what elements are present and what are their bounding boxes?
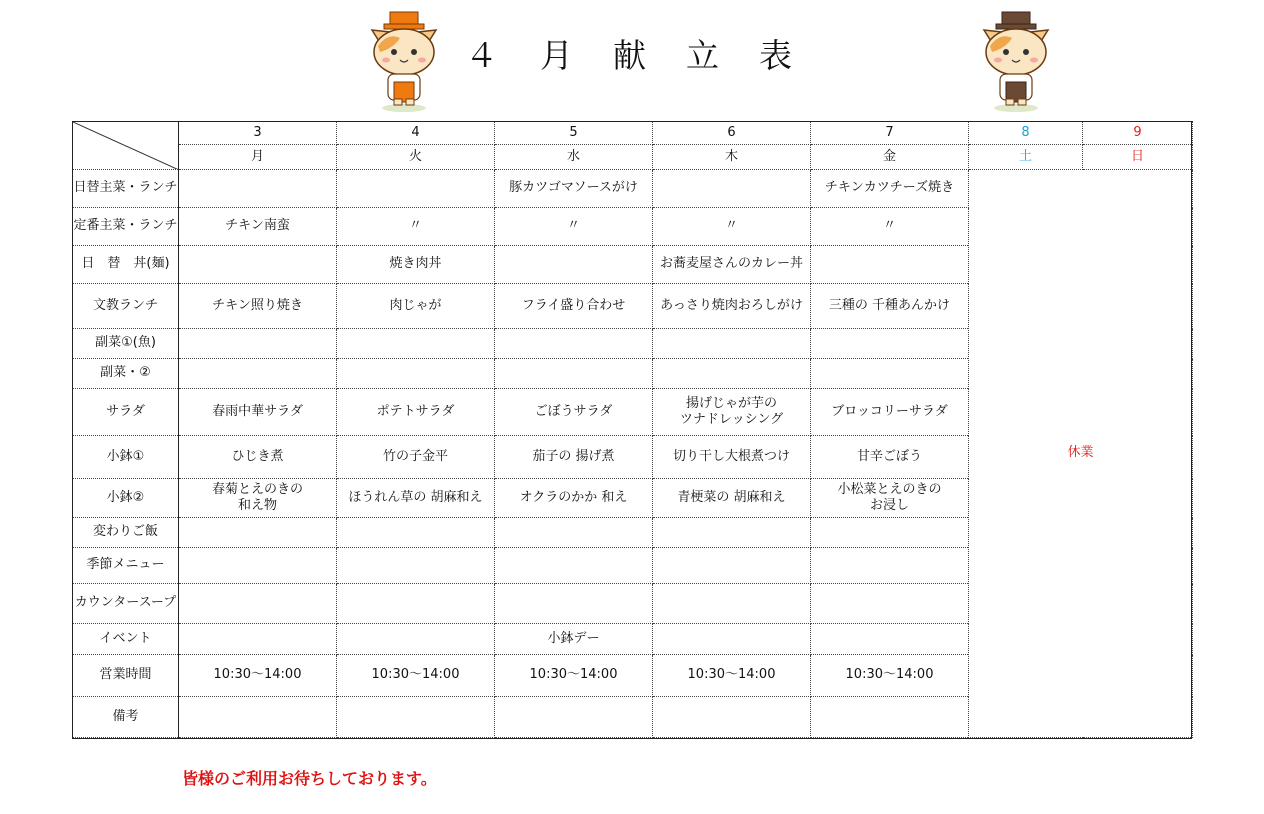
row-label: 小鉢① [73, 436, 179, 479]
menu-cell: 〃 [811, 208, 969, 246]
menu-cell: 春菊とえのきの 和え物 [179, 479, 337, 518]
menu-cell: 10:30～14:00 [653, 655, 811, 697]
row-label: イベント [73, 624, 179, 655]
menu-cell [179, 246, 337, 284]
date-cell-sunday: 9 [1083, 122, 1193, 145]
menu-cell [179, 548, 337, 584]
menu-cell [495, 584, 653, 624]
menu-table [72, 121, 1193, 738]
menu-cell [337, 584, 495, 624]
menu-cell: ブロッコリーサラダ [811, 389, 969, 436]
menu-cell [495, 697, 653, 738]
menu-cell: オクラのかか 和え [495, 479, 653, 518]
corner-cell [73, 122, 179, 170]
menu-cell [495, 548, 653, 584]
row-label: 営業時間 [73, 655, 179, 697]
title-char-2: 献 [613, 36, 646, 75]
menu-row [73, 170, 1193, 208]
menu-cell [653, 584, 811, 624]
cat-mascot-orange-icon [364, 8, 444, 114]
menu-cell [179, 518, 337, 548]
menu-cell: 青梗菜の 胡麻和え [653, 479, 811, 518]
menu-cell: 切り干し大根煮つけ [653, 436, 811, 479]
menu-cell [495, 329, 653, 359]
menu-cell [653, 170, 811, 208]
weekday-cell: 月 [179, 145, 337, 170]
diagonal-line [73, 122, 179, 170]
menu-cell [337, 624, 495, 655]
menu-cell: 豚カツゴマソースがけ [495, 170, 653, 208]
menu-cell [811, 584, 969, 624]
menu-cell: 甘辛ごぼう [811, 436, 969, 479]
menu-cell: 揚げじゃが芋の ツナドレッシング [653, 389, 811, 436]
footer-message: 皆様のご利用お待ちしております。 [182, 769, 437, 788]
menu-cell [179, 329, 337, 359]
menu-cell: あっさり焼肉おろしがけ [653, 284, 811, 329]
row-label: 備考 [73, 697, 179, 738]
menu-cell [653, 697, 811, 738]
menu-cell: フライ盛り合わせ [495, 284, 653, 329]
menu-cell: 肉じゃが [337, 284, 495, 329]
menu-cell: チキン照り焼き [179, 284, 337, 329]
row-label: 季節メニュー [73, 548, 179, 584]
weekday-cell-sunday: 日 [1083, 145, 1193, 170]
menu-cell [495, 518, 653, 548]
menu-cell: 10:30～14:00 [337, 655, 495, 697]
row-label: 定番主菜・ランチ [73, 208, 179, 246]
row-label: 副菜・② [73, 359, 179, 389]
cat-mascot-brown-icon [976, 8, 1056, 114]
menu-cell: 10:30～14:00 [179, 655, 337, 697]
menu-cell [337, 170, 495, 208]
row-label: 小鉢② [73, 479, 179, 518]
date-cell: 4 [337, 122, 495, 145]
title-char-1: 月 [540, 36, 573, 75]
menu-cell [495, 246, 653, 284]
menu-cell [653, 329, 811, 359]
row-label: 日替主菜・ランチ [73, 170, 179, 208]
menu-cell: 10:30～14:00 [495, 655, 653, 697]
menu-cell [179, 584, 337, 624]
menu-cell [337, 329, 495, 359]
menu-cell: ポテトサラダ [337, 389, 495, 436]
weekday-cell-saturday: 土 [969, 145, 1083, 170]
title-char-4: 表 [759, 36, 792, 75]
menu-cell [495, 359, 653, 389]
page-title [465, 30, 825, 80]
weekday-cell: 火 [337, 145, 495, 170]
menu-cell [811, 329, 969, 359]
menu-cell: ごぼうサラダ [495, 389, 653, 436]
menu-cell [811, 246, 969, 284]
menu-cell [811, 548, 969, 584]
date-cell: 7 [811, 122, 969, 145]
menu-cell [179, 170, 337, 208]
menu-cell: 小松菜とえのきの お浸し [811, 479, 969, 518]
title-char-3: 立 [686, 36, 719, 75]
menu-cell: ひじき煮 [179, 436, 337, 479]
weekday-cell: 水 [495, 145, 653, 170]
menu-cell: ほうれん草の 胡麻和え [337, 479, 495, 518]
menu-cell: 〃 [495, 208, 653, 246]
menu-cell: 〃 [653, 208, 811, 246]
weekday-cell: 木 [653, 145, 811, 170]
menu-cell: チキン南蛮 [179, 208, 337, 246]
menu-cell: 焼き肉丼 [337, 246, 495, 284]
row-label: 文教ランチ [73, 284, 179, 329]
menu-cell [811, 697, 969, 738]
row-label: 変わりご飯 [73, 518, 179, 548]
closed-cell: 休業 [969, 170, 1193, 738]
date-cell-saturday: 8 [969, 122, 1083, 145]
menu-cell [337, 359, 495, 389]
menu-cell [337, 697, 495, 738]
weekday-cell: 金 [811, 145, 969, 170]
date-cell: 3 [179, 122, 337, 145]
menu-cell [653, 518, 811, 548]
title-month: ４ [465, 36, 498, 75]
menu-cell: 竹の子金平 [337, 436, 495, 479]
menu-cell: チキンカツチーズ焼き [811, 170, 969, 208]
menu-cell [179, 697, 337, 738]
menu-cell [337, 548, 495, 584]
menu-cell: 〃 [337, 208, 495, 246]
menu-cell [811, 359, 969, 389]
row-label: 日 替 丼(麺) [73, 246, 179, 284]
menu-rows [73, 170, 1193, 738]
date-cell: 5 [495, 122, 653, 145]
row-label: 副菜①(魚) [73, 329, 179, 359]
menu-cell: 春雨中華サラダ [179, 389, 337, 436]
row-label: サラダ [73, 389, 179, 436]
menu-cell [179, 624, 337, 655]
menu-cell [653, 359, 811, 389]
menu-cell: 10:30～14:00 [811, 655, 969, 697]
menu-cell: 三種の 千種あんかけ [811, 284, 969, 329]
menu-cell [653, 624, 811, 655]
date-cell: 6 [653, 122, 811, 145]
menu-cell: 茄子の 揚げ煮 [495, 436, 653, 479]
menu-cell [337, 518, 495, 548]
menu-cell [179, 359, 337, 389]
menu-cell: お蕎麦屋さんのカレー丼 [653, 246, 811, 284]
menu-cell: 小鉢デー [495, 624, 653, 655]
menu-cell [811, 518, 969, 548]
menu-cell [811, 624, 969, 655]
menu-cell [653, 548, 811, 584]
row-label: カウンタースープ [73, 584, 179, 624]
